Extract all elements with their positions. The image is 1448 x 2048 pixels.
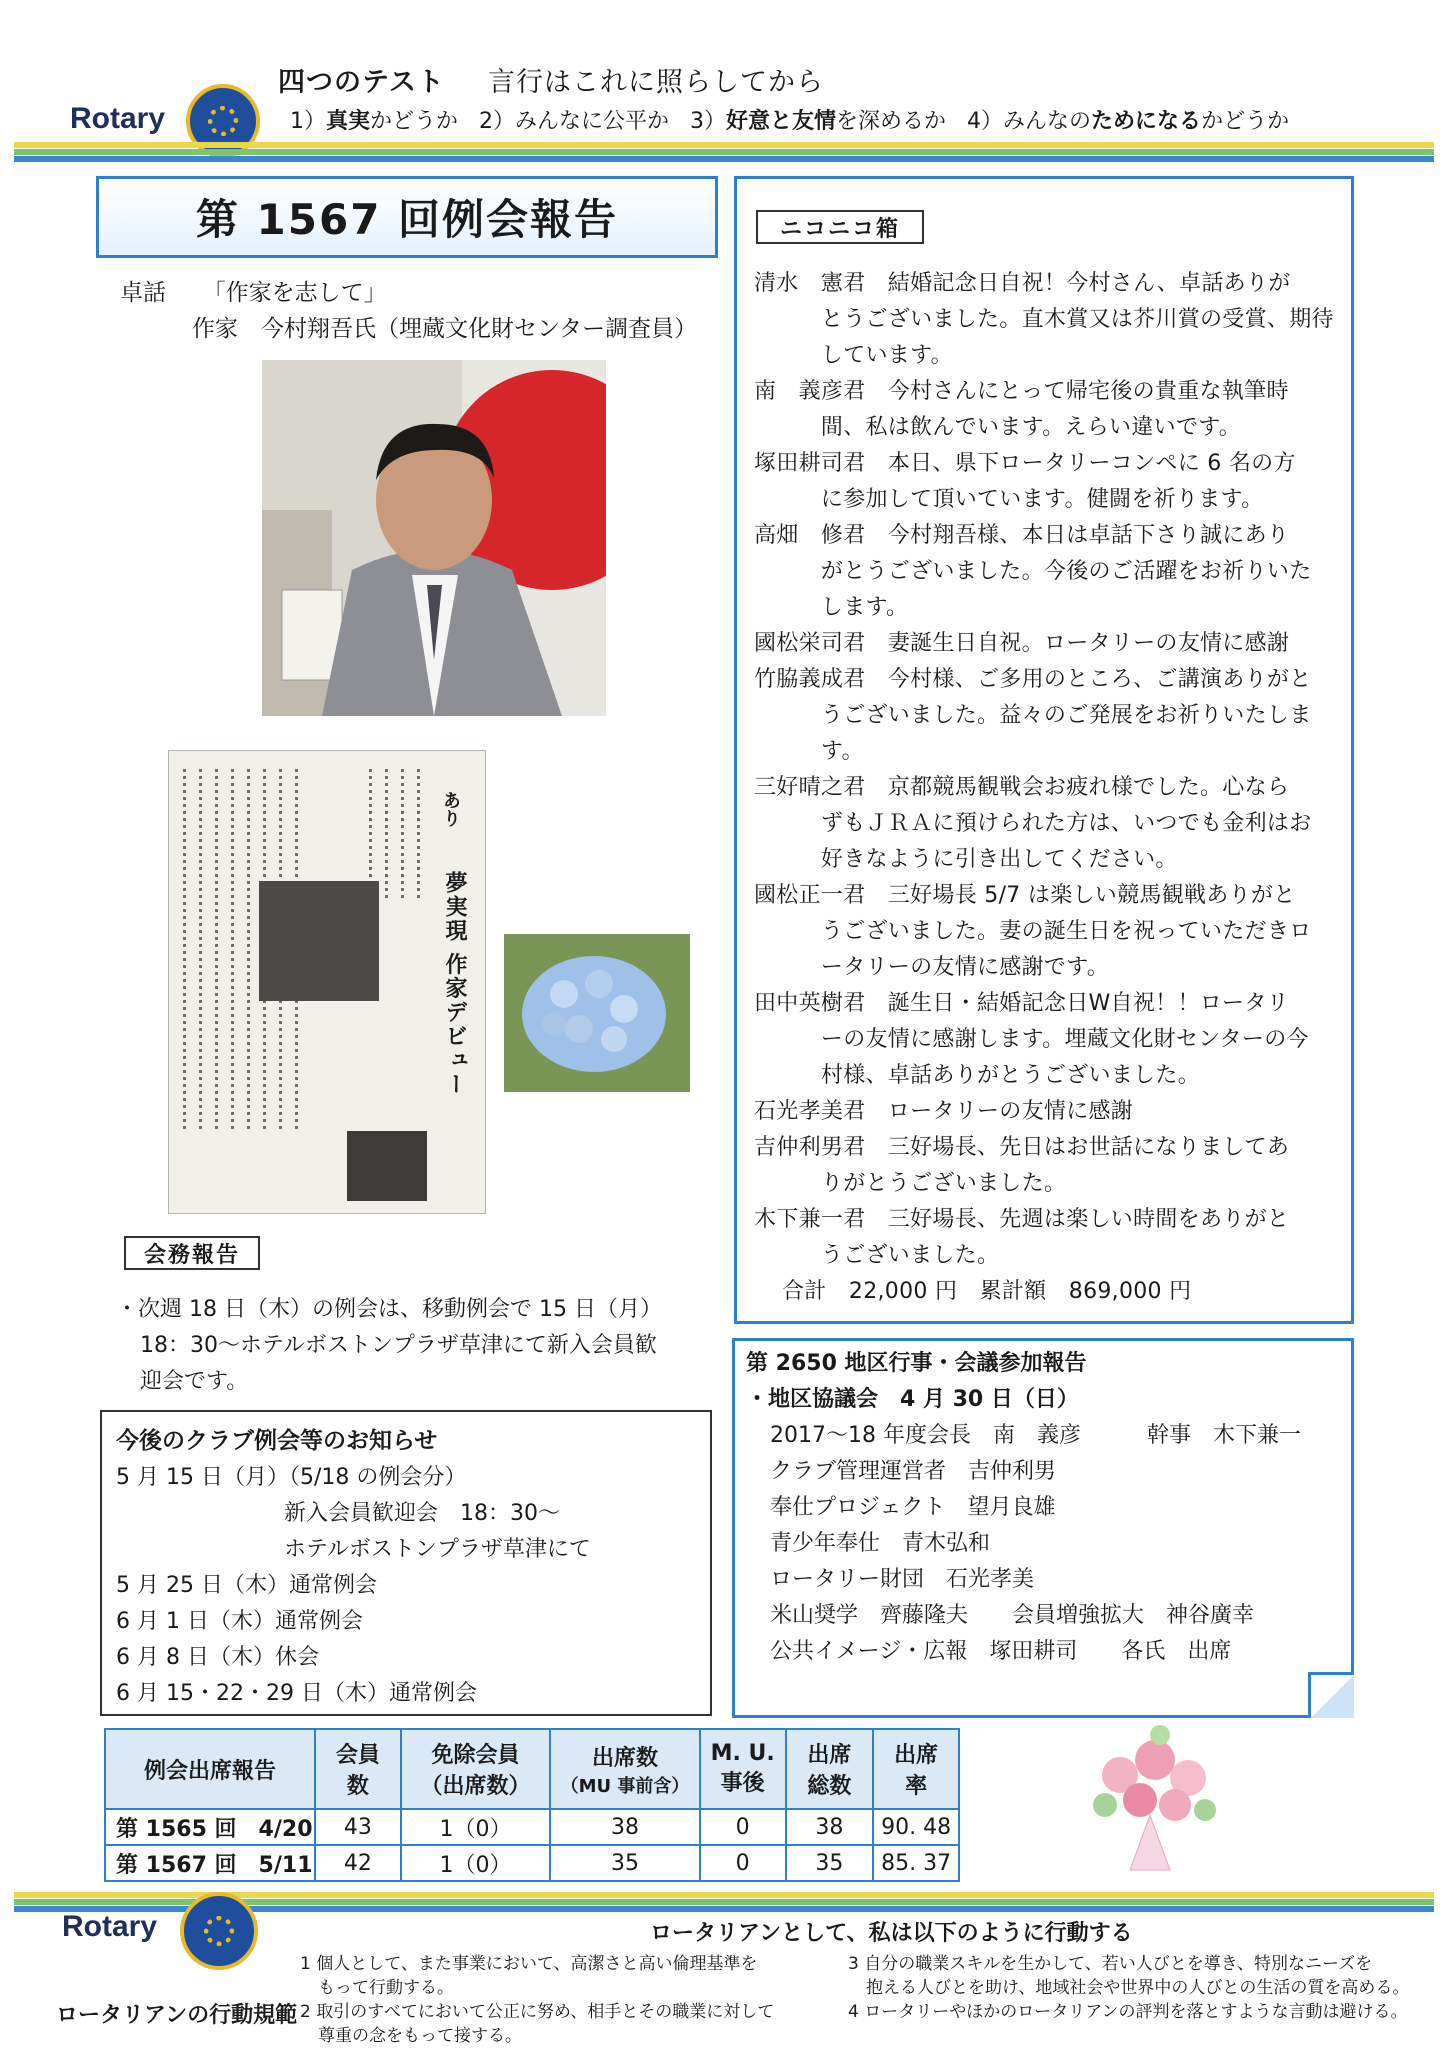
- schedule-line: 5 月 15 日（月）（5/18 の例会分）: [116, 1465, 467, 1490]
- newspaper-headline: 夢実現 作家デビュー: [442, 871, 467, 1097]
- niko-line: しています。: [754, 343, 953, 368]
- newspaper-photo-2: [347, 1131, 427, 1201]
- club-schedule-title: 今後のクラブ例会等のお知らせ: [116, 1428, 438, 1454]
- niko-line: ーの友情に感謝します。埋蔵文化財センターの今: [754, 1027, 1309, 1052]
- niko-line: うございました。: [754, 1243, 1000, 1268]
- table-row: [105, 1845, 959, 1881]
- district-line: クラブ管理運営者 吉仲利男: [770, 1459, 1057, 1484]
- attendance-header-label: 例会出席報告: [105, 1729, 315, 1809]
- niko-line: 國松栄司君 妻誕生日自祝。ロータリーの友情に感謝: [754, 631, 1290, 656]
- header-band-green: [14, 149, 1434, 155]
- column-header: M. U. 事後: [700, 1729, 786, 1809]
- niko-line: とうございました。直木賞又は芥川賞の受賞、期待: [754, 307, 1334, 332]
- schedule-line: ホテルボストンプラザ草津にて: [284, 1537, 591, 1562]
- niko-line: 吉仲利男君 三好場長、先日はお世話になりましてあ: [754, 1135, 1290, 1160]
- newspaper-photo: [259, 881, 379, 1001]
- report-title: 第 1567 回例会報告: [195, 195, 619, 244]
- conduct-item-4: 4 ロータリーやほかのロータリアンの評判を落とすような言動は避ける。: [848, 2002, 1408, 2022]
- niko-line: 村様、卓話ありがとうございました。: [754, 1063, 1201, 1088]
- schedule-line: 6 月 15・22・29 日（木）通常例会: [116, 1681, 477, 1706]
- table-cell: 85. 37: [873, 1845, 959, 1881]
- conduct-item-3: 3 自分の職業スキルを生かして、若い人びとを導き、特別なニーズを 抱える人びとを助け、地域社会や世界中の人びとの生活の質を高める。: [848, 1954, 1410, 1998]
- test-item-3: 3）好意と友情を深めるか: [690, 109, 947, 134]
- niko-line: 田中英樹君 誕生日・結婚記念日W自祝！！ロータリ: [754, 991, 1289, 1016]
- district-line: 米山奨学 齊藤隆夫 会員増強拡大 神谷廣幸: [770, 1603, 1255, 1628]
- table-cell: 42: [315, 1845, 401, 1881]
- speaker-portrait-photo: [262, 360, 606, 716]
- table-cell: 35: [550, 1845, 700, 1881]
- district-event: ・地区協議会 4 月 30 日（日）: [746, 1387, 1079, 1412]
- rotary-wordmark: Rotary: [70, 102, 166, 135]
- niko-line: 好きなように引き出してください。: [754, 847, 1178, 872]
- district-line: 2017～18 年度会長 南 義彦 幹事 木下兼一: [770, 1423, 1301, 1448]
- niko-line: 木下兼一君 三好場長、先週は楽しい時間をありがと: [754, 1207, 1290, 1232]
- four-way-test-items: [290, 104, 1289, 135]
- talk-label: 卓話: [120, 280, 166, 306]
- page-curl-corner: [1308, 1672, 1354, 1718]
- report-title-box: [96, 176, 718, 258]
- column-header: 出席 総数: [786, 1729, 874, 1809]
- table-cell: 43: [315, 1809, 401, 1845]
- conduct-item-1: 1 個人として、また事業において、高潔さと高い倫理基準を もって行動する。: [300, 1954, 758, 1998]
- code-of-conduct-title: ロータリアンとして、私は以下のように行動する: [650, 1921, 1133, 1946]
- table-cell: 35: [786, 1845, 874, 1881]
- table-cell: 1（0）: [401, 1809, 551, 1845]
- table-cell: 0: [700, 1809, 786, 1845]
- table-cell: 0: [700, 1845, 786, 1881]
- niko-line: 三好晴之君 京都競馬観戦会お疲れ様でした。心なら: [754, 775, 1290, 800]
- hydrangea-photo: [504, 934, 690, 1092]
- schedule-line: 5 月 25 日（木）通常例会: [116, 1573, 377, 1598]
- schedule-line: 6 月 8 日（木）休会: [116, 1645, 319, 1670]
- test-item-4: 4）みんなのためになるかどうか: [967, 109, 1290, 134]
- table-cell: 90. 48: [873, 1809, 959, 1845]
- bouquet-illustration: [1060, 1720, 1240, 1880]
- column-header: 出席数 （MU 事前含）: [550, 1729, 700, 1809]
- niko-line: ずもＪＲＡに預けられた方は、いつでも金利はお: [754, 811, 1312, 836]
- niko-line: うございました。益々のご発展をお祈りいたしま: [754, 703, 1312, 728]
- district-line: 公共イメージ・広報 塚田耕司 各氏 出席: [770, 1639, 1232, 1664]
- niko-line: 國松正一君 三好場長 5/7 は楽しい競馬観戦ありがと: [754, 883, 1296, 908]
- row-label: 第 1567 回 5/11: [105, 1845, 315, 1881]
- column-header: 出席 率: [873, 1729, 959, 1809]
- district-report-title: 第 2650 地区行事・会議参加報告: [746, 1351, 1087, 1376]
- footer-rotary-wordmark: Rotary: [62, 1910, 158, 1943]
- niko-line: 塚田耕司君 本日、県下ロータリーコンペに 6 名の方: [754, 451, 1296, 476]
- district-line: 奉仕プロジェクト 望月良雄: [770, 1495, 1056, 1520]
- test-item-2: 2）みんなに公平か: [479, 109, 670, 134]
- four-way-test-subtitle: 言行はこれに照らしてから: [488, 67, 824, 98]
- niko-total: 合計 22,000 円 累計額 869,000 円: [782, 1279, 1192, 1304]
- niko-line: りがとうございました。: [754, 1171, 1067, 1196]
- niko-line: 竹脇義成君 今村様、ご多用のところ、ご講演ありがと: [754, 667, 1312, 692]
- column-header: 免除会員 （出席数）: [401, 1729, 551, 1809]
- business-line: 迎会です。: [140, 1369, 249, 1394]
- header-band-yellow: [14, 142, 1434, 148]
- schedule-line: 6 月 1 日（木）通常例会: [116, 1609, 363, 1634]
- footer-rotary-wheel-icon: [180, 1892, 258, 1970]
- niko-line: 高畑 修君 今村翔吾様、本日は卓話下さり誠にあり: [754, 523, 1290, 548]
- speaker-line: 作家 今村翔吾氏（埋蔵文化財センター調査員）: [192, 316, 698, 342]
- talk-title: 「作家を志して」: [202, 280, 387, 306]
- row-label: 第 1565 回 4/20: [105, 1809, 315, 1845]
- attendance-table: [104, 1728, 960, 1882]
- table-row: [105, 1809, 959, 1845]
- district-line: ロータリー財団 石光孝美: [770, 1567, 1035, 1592]
- column-header: 会員 数: [315, 1729, 401, 1809]
- schedule-line: 新入会員歓迎会 18：30～: [284, 1501, 560, 1526]
- district-line: 青少年奉仕 青木弘和: [770, 1531, 991, 1556]
- niko-line: に参加して頂いています。健闘を祈ります。: [754, 487, 1264, 512]
- niko-line: ータリーの友情に感謝です。: [754, 955, 1110, 980]
- niko-line: します。: [754, 595, 909, 620]
- four-way-test-title: 四つのテスト: [278, 67, 445, 98]
- business-report-label: 会務報告: [124, 1236, 260, 1270]
- niko-line: 石光孝美君 ロータリーの友情に感謝: [754, 1099, 1134, 1124]
- table-cell: 1（0）: [401, 1845, 551, 1881]
- header-band-blue: [14, 156, 1434, 162]
- conduct-item-2: 2 取引のすべてにおいて公正に努め、相手とその職業に対して 尊重の念をもって接する。: [300, 2002, 775, 2046]
- business-line: 18：30～ホテルボストンプラザ草津にて新入会員歓: [140, 1333, 657, 1358]
- niko-line: す。: [754, 739, 864, 764]
- table-cell: 38: [550, 1809, 700, 1845]
- niko-line: がとうございました。今後のご活躍をお祈りいた: [754, 559, 1312, 584]
- niko-line: うございました。妻の誕生日を祝っていただきロ: [754, 919, 1312, 944]
- talk-heading: [120, 274, 387, 307]
- business-line: ・次週 18 日（木）の例会は、移動例会で 15 日（月）: [116, 1297, 662, 1322]
- niko-line: 間、私は飲んでいます。えらい違いです。: [754, 415, 1242, 440]
- newspaper-kicker: あり: [440, 791, 461, 827]
- code-of-conduct-label: ロータリアンの行動規範: [56, 2003, 298, 2028]
- niko-line: 清水 憲君 結婚記念日自祝！今村さん、卓話ありが: [754, 271, 1291, 296]
- newspaper-clipping: [168, 750, 486, 1214]
- niko-line: 南 義彦君 今村さんにとって帰宅後の貴重な執筆時: [754, 379, 1289, 404]
- niko-niko-label: ニコニコ箱: [756, 210, 924, 244]
- table-cell: 38: [786, 1809, 874, 1845]
- test-item-1: 1）真実かどうか: [290, 109, 459, 134]
